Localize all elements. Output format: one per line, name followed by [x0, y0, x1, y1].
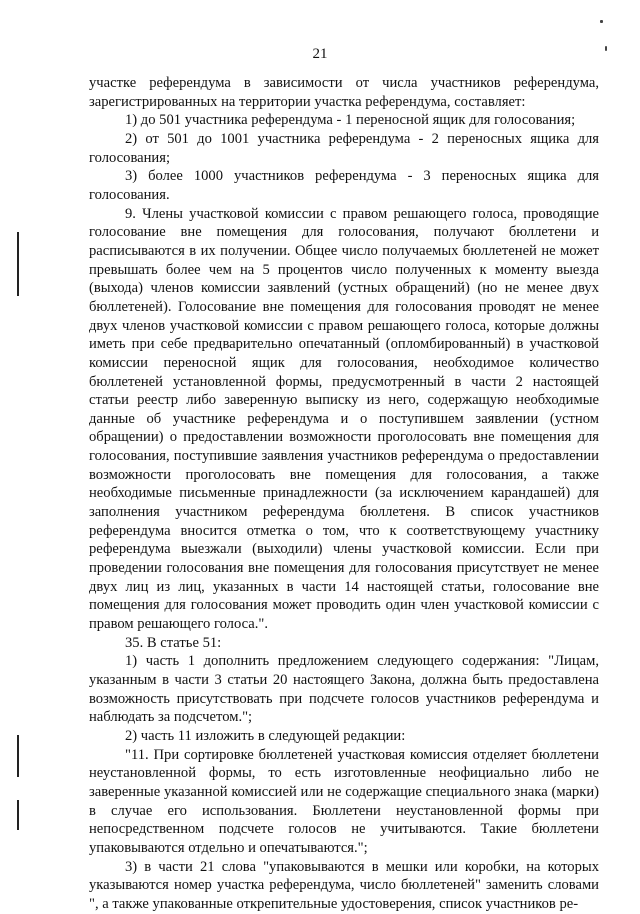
paragraph: участке референдума в зависимости от числа участников референдума, зарегистрированных на территории участка референдума, составляет: [89, 75, 599, 110]
paragraph: 9. Члены участковой комиссии с правом решающего голоса, проводящие голосование вне помещения для голосования, получают бюллетени и расписываются в их получении. Общее число получаемых бюллетеней не может превышать более чем на 5 процентов число полученных к моменту выезда (выхода) членов комиссии заявлений (устных обращений) (но не менее двух бюллетеней). Голосование вне помещения для голосования проводят не менее двух членов участковой комиссии с правом решающего голоса, которые должны иметь при себе предварительно опечатанный (опломбированный) в участковой комиссии переносной ящик для голосования, необходимое количество бюллетеней установленной формы, предусмотренный в части 2 настоящей статьи реестр либо заверенную выписку из него, содержащую необходимые данные об участнике референдума и о поступившем заявлении (устном обращении) о предоставлении возможности проголосовать вне помещения для голосования, поступившие заявления участников референдума о предоставлении возможности проголосовать вне помещения для голосования, а также необходимые письменные принадлежности (за исключением карандашей) для заполнения участником референдума бюллетеня. В список участников референдума вносится отметка о том, что к соответствующему участнику референдума выезжали (выходили) члены участковой комиссии. Если при проведении голосования вне помещения для голосования присутствует не менее двух лиц из лиц, указанных в части 14 настоящей статьи, голосование вне помещения для голосования может проводить один член участковой комиссии с правом решающего голоса.". [89, 205, 599, 633]
paragraph: 3) в части 21 слова "упаковываются в мешки или коробки, на которых указываются номер участка референдума, число бюллетеней" заменить словами ", а также упакованные открепительные удостоверения, список участников ре- [89, 858, 599, 912]
paragraph: 1) часть 1 дополнить предложением следующего содержания: "Лицам, указанным в части 3 статьи 20 настоящего Закона, должна быть предоставлена возможность присутствовать при подсчете голосов участников референдума и наблюдать за подсчетом."; [89, 653, 599, 726]
scan-speck [605, 46, 607, 51]
paragraph: 1) до 501 участника референдума - 1 переносной ящик для голосования; [125, 112, 576, 129]
paragraph: 2) часть 11 изложить в следующей редакции: [125, 727, 406, 744]
scan-speck [600, 20, 603, 23]
paragraph: 2) от 501 до 1001 участника референдума - 2 переносных ящика для голосования; [89, 130, 599, 166]
margin-revision-mark [17, 232, 19, 296]
paragraph: 3) более 1000 участников референдума - 3 переносных ящика для голосования. [89, 168, 599, 203]
margin-revision-mark [17, 735, 19, 777]
body-text [89, 74, 599, 914]
margin-revision-mark [17, 800, 19, 830]
paragraph: "11. При сортировке бюллетеней участковая комиссия отделяет бюллетени неустановленной формы, то есть изготовленные неофициально либо не заверенные указанной комиссией или не содержащие специального знака (марки) в случае его использования. Бюллетени неустановленной формы при непосредственном подсчете голосов не учитываются. Такие бюллетени упаковываются отдельно и опечатываются."; [89, 746, 599, 856]
page-number: 21 [312, 46, 328, 62]
paragraph: 35. В статье 51: [125, 634, 222, 651]
